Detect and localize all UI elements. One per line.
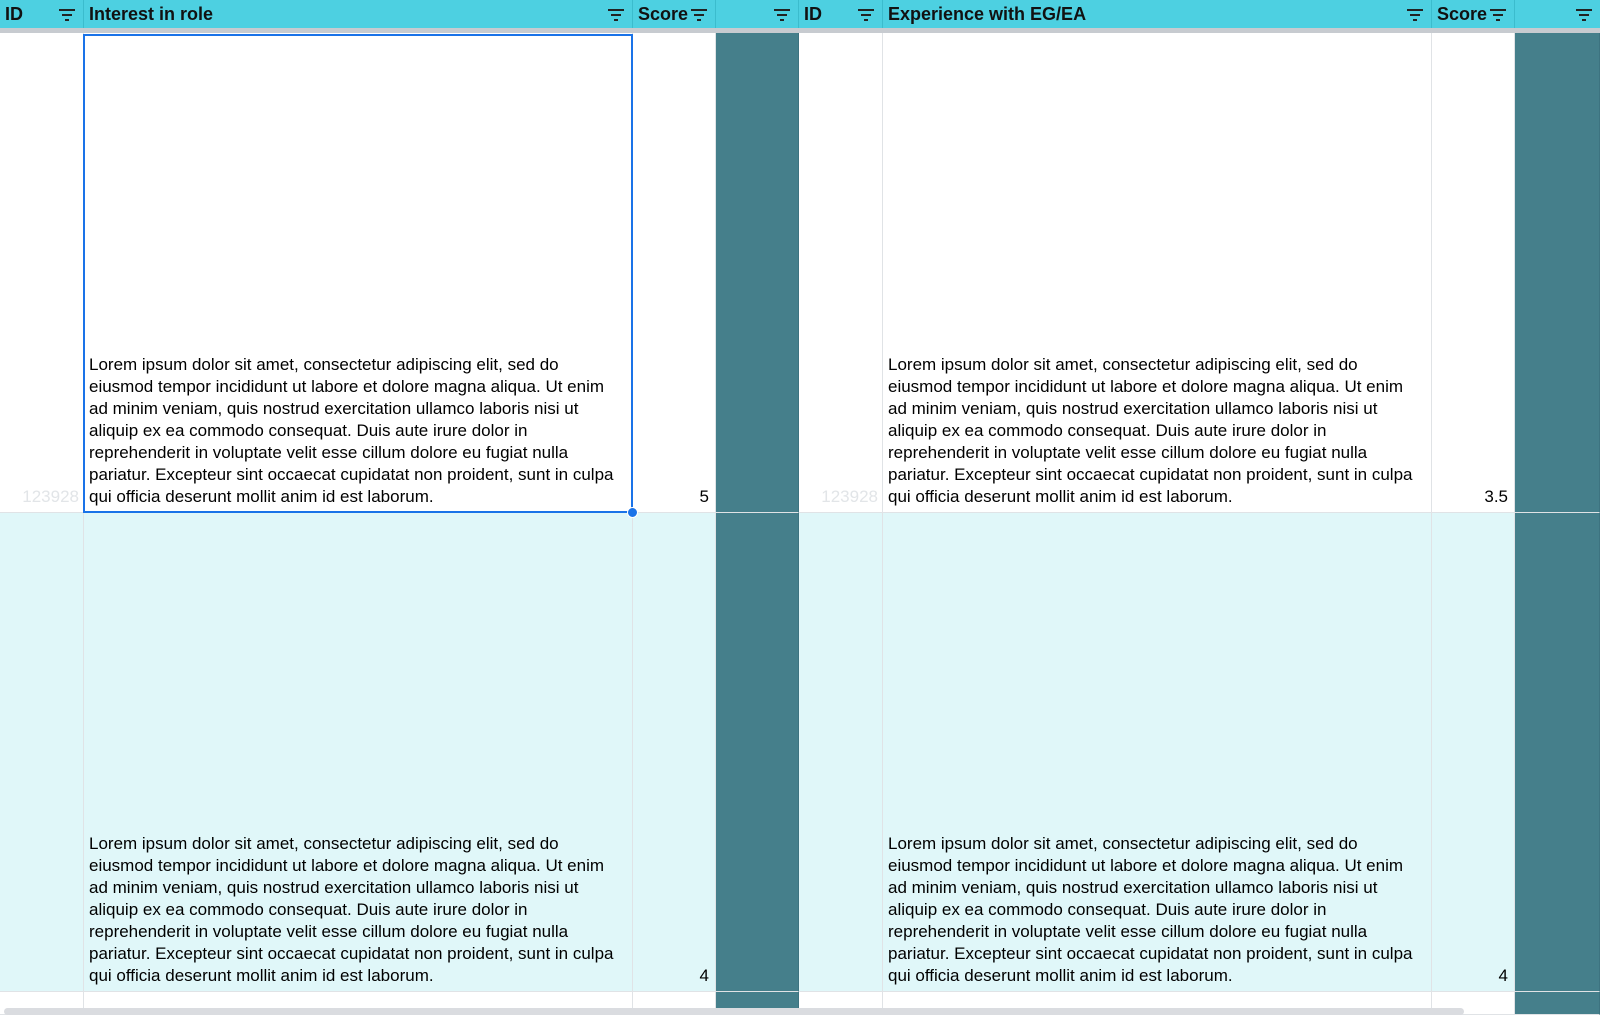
- header-label: Score: [638, 3, 689, 24]
- cell-id[interactable]: [799, 33, 883, 513]
- experience-text: Lorem ipsum dolor sit amet, consectetur adipiscing elit, sed do eiusmod tempor incididunt ut labore et dolore magna aliqua. Ut enim ad minim veniam, quis nostrud exercitation ullamco laboris nisi ut aliquip ex ea commodo consequat. Duis aute irure dolor in reprehenderit in voluptate velit esse cillum dolore eu fugiat nulla pariatur. Excepteur sint occaecat cupidatat non proident, sunt in culpa qui officia deserunt mollit anim id est laborum.: [888, 834, 1413, 985]
- interest-text: Lorem ipsum dolor sit amet, consectetur adipiscing elit, sed do eiusmod tempor incididunt ut labore et dolore magna aliqua. Ut enim ad minim veniam, quis nostrud exercitation ullamco laboris nisi ut aliquip ex ea commodo consequat. Duis aute irure dolor in reprehenderit in voluptate velit esse cillum dolore eu fugiat nulla pariatur. Excepteur sint occaecat cupidatat non proident, sunt in culpa qui officia deserunt mollit anim id est laborum.: [89, 834, 614, 985]
- header-label: Experience with EG/EA: [888, 3, 1087, 24]
- horizontal-scrollbar[interactable]: [4, 1008, 1464, 1015]
- cell-separator-column[interactable]: [716, 33, 799, 513]
- cell-experience-text[interactable]: [883, 33, 1432, 513]
- filter-icon[interactable]: [1488, 6, 1508, 22]
- id-value: 123928: [821, 487, 878, 506]
- header-spacer-left[interactable]: [716, 0, 799, 28]
- header-label: ID: [804, 3, 822, 24]
- score-value: 5: [699, 487, 709, 506]
- filter-icon[interactable]: [1405, 6, 1425, 22]
- id-value: 123928: [22, 487, 79, 506]
- cell-separator-column[interactable]: [1515, 33, 1600, 513]
- cell-id[interactable]: [799, 513, 883, 992]
- filter-icon[interactable]: [1574, 6, 1594, 22]
- interest-text: Lorem ipsum dolor sit amet, consectetur adipiscing elit, sed do eiusmod tempor incididunt ut labore et dolore magna aliqua. Ut enim ad minim veniam, quis nostrud exercitation ullamco laboris nisi ut aliquip ex ea commodo consequat. Duis aute irure dolor in reprehenderit in voluptate velit esse cillum dolore eu fugiat nulla pariatur. Excepteur sint occaecat cupidatat non proident, sunt in culpa qui officia deserunt mollit anim id est laborum.: [89, 355, 614, 506]
- experience-text: Lorem ipsum dolor sit amet, consectetur adipiscing elit, sed do eiusmod tempor incididunt ut labore et dolore magna aliqua. Ut enim ad minim veniam, quis nostrud exercitation ullamco laboris nisi ut aliquip ex ea commodo consequat. Duis aute irure dolor in reprehenderit in voluptate velit esse cillum dolore eu fugiat nulla pariatur. Excepteur sint occaecat cupidatat non proident, sunt in culpa qui officia deserunt mollit anim id est laborum.: [888, 355, 1413, 506]
- header-id-left[interactable]: [0, 0, 84, 28]
- cell-id[interactable]: [0, 33, 84, 513]
- header-score-left[interactable]: [633, 0, 716, 28]
- header-interest[interactable]: [84, 0, 633, 28]
- score-value: 4: [699, 966, 709, 985]
- header-label: Score: [1437, 3, 1488, 24]
- cell-id[interactable]: [0, 513, 84, 992]
- filter-icon[interactable]: [689, 6, 709, 22]
- cell-separator-column[interactable]: [1515, 513, 1600, 992]
- cell-experience-score[interactable]: [1432, 513, 1515, 992]
- cell-interest-score[interactable]: [633, 513, 716, 992]
- header-spacer-right[interactable]: [1515, 0, 1600, 28]
- cell-separator-column[interactable]: [1515, 992, 1600, 1015]
- cell-experience-score[interactable]: [1432, 33, 1515, 513]
- cell-separator-column[interactable]: [716, 513, 799, 992]
- filter-icon[interactable]: [606, 6, 626, 22]
- cell-interest-text[interactable]: [84, 33, 633, 513]
- header-label: ID: [5, 3, 23, 24]
- filter-icon[interactable]: [772, 6, 792, 22]
- cell-interest-text[interactable]: [84, 513, 633, 992]
- filter-icon[interactable]: [57, 6, 77, 22]
- header-label: Interest in role: [89, 3, 214, 24]
- cell-experience-text[interactable]: [883, 513, 1432, 992]
- score-value: 4: [1498, 966, 1508, 985]
- filter-icon[interactable]: [856, 6, 876, 22]
- header-experience[interactable]: [883, 0, 1432, 28]
- header-id-right[interactable]: [799, 0, 883, 28]
- fill-handle[interactable]: [627, 507, 638, 518]
- cell-interest-score[interactable]: [633, 33, 716, 513]
- header-score-right[interactable]: [1432, 0, 1515, 28]
- score-value: 3.5: [1484, 487, 1508, 506]
